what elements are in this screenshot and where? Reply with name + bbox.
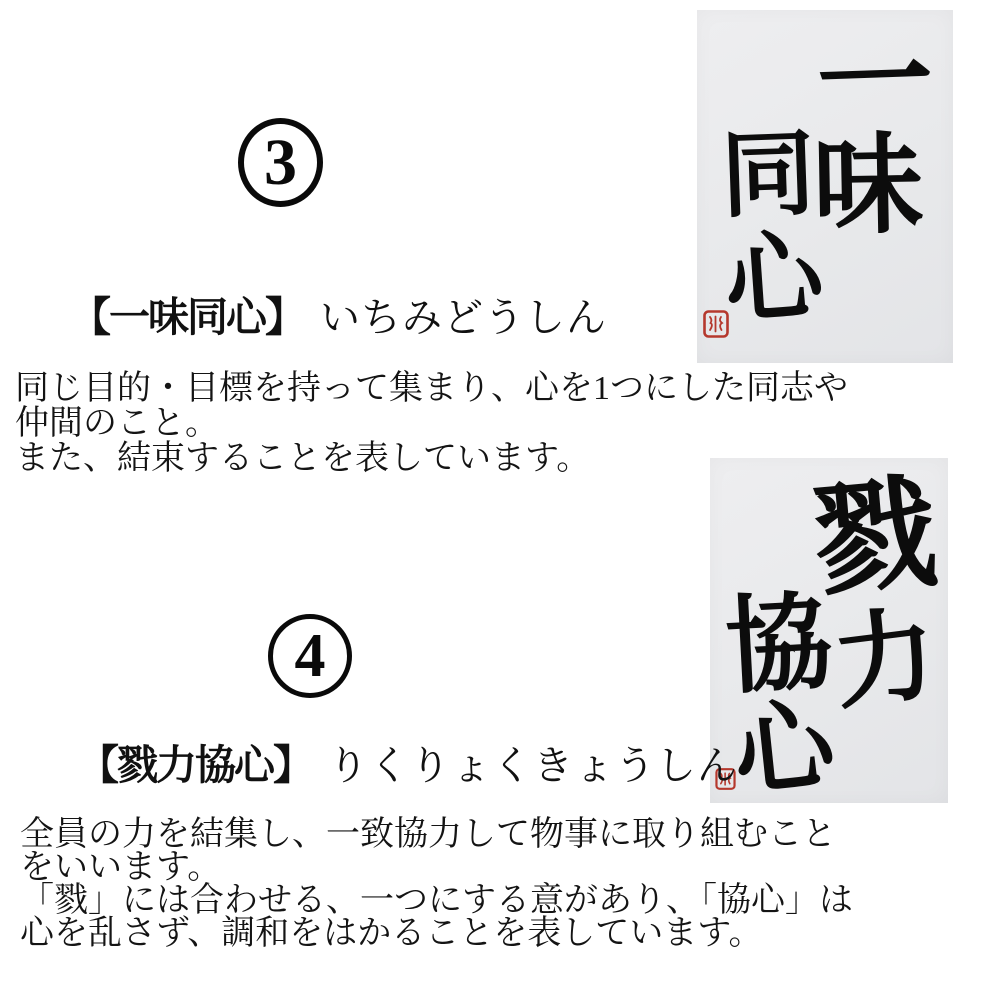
description-line: 同じ目的・目標を持って集まり、心を1つにした同志や — [15, 370, 848, 407]
calligraphy-character: 心 — [728, 689, 840, 810]
description-line: 仲間のこと。 — [15, 405, 219, 442]
description-line: 「戮」には合わせる、一つにする意があり、「協心」は — [20, 882, 853, 919]
calligraphy-character: 同 — [719, 122, 817, 230]
idiom-heading-4 — [78, 732, 738, 791]
calligraphy-character: 一 — [814, 18, 936, 150]
description-line: 全員の力を結集し、一致協力して物事に取り組むこと — [20, 816, 836, 853]
idiom-heading-3 — [70, 284, 607, 343]
idiom-reading-4: りくりょくきょうしん — [328, 743, 738, 788]
idiom-title-3: 【一味同心】 — [70, 294, 304, 340]
artist-seal-icon — [703, 310, 729, 343]
section-3-number: 3 — [264, 125, 297, 199]
description-4 — [20, 818, 853, 950]
calligraphy-character: 力 — [827, 598, 943, 723]
calligraphy-character: 協 — [722, 584, 835, 707]
calligraphy-character: 戮 — [808, 465, 942, 612]
description-line: 心を乱さず、調和をはかることを表しています。 — [20, 915, 763, 952]
section-3-number-badge — [238, 118, 323, 207]
calligraphy-panel-ichimidoushin — [697, 10, 953, 363]
calligraphy-character: 味 — [811, 124, 925, 248]
idiom-reading-3: いちみどうしん — [320, 295, 607, 340]
calligraphy-panel-rikuryokukyoushin — [710, 458, 948, 810]
description-line: をいいます。 — [20, 849, 222, 886]
calligraphy-character: 心 — [721, 222, 827, 338]
description-line: また、結束することを表しています。 — [15, 440, 591, 477]
idiom-title-4: 【戮力協心】 — [78, 742, 312, 788]
section-4-number-badge — [268, 614, 352, 698]
section-4-number: 4 — [294, 622, 326, 690]
